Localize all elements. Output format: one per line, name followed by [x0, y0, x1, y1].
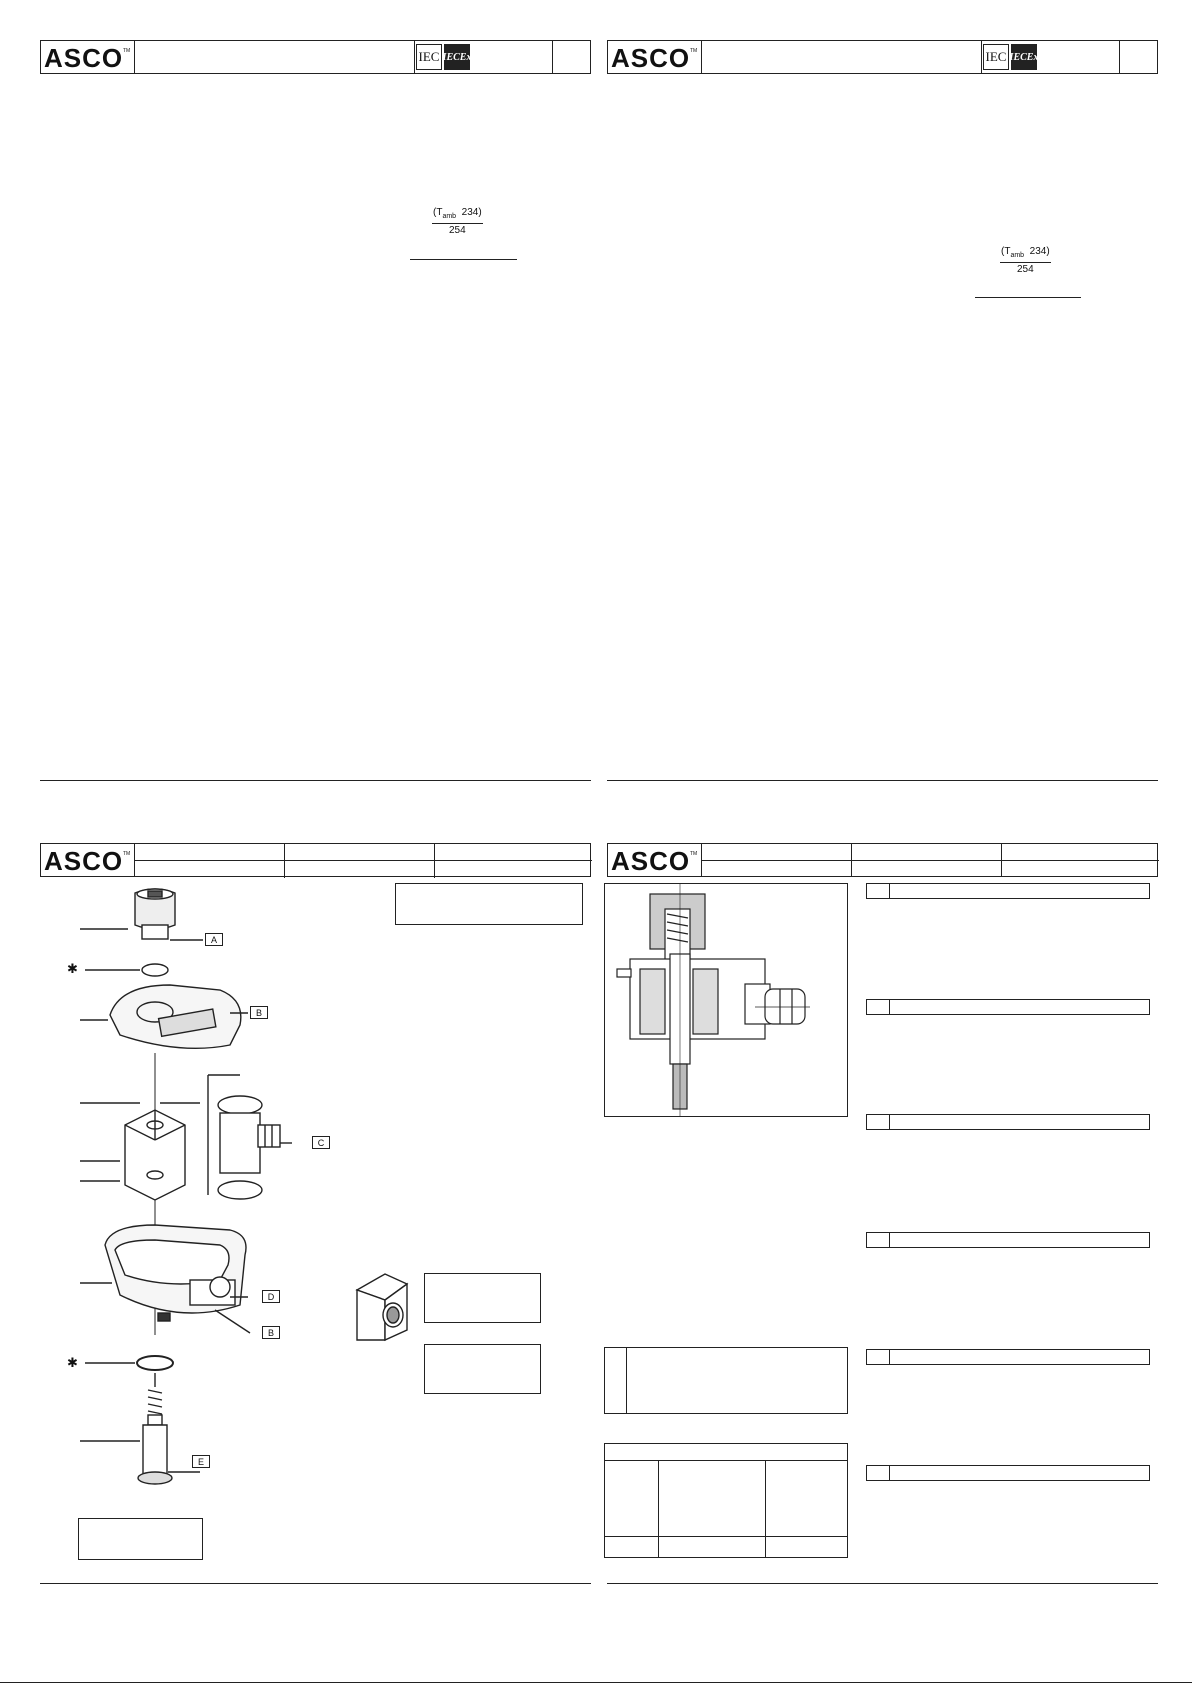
note-box [395, 883, 583, 925]
certification-marks [983, 44, 1037, 70]
svg-text:ASCO: ASCO [611, 44, 691, 71]
callout-b-2: B [262, 1326, 280, 1339]
signature-line [410, 259, 517, 260]
svg-text:ASCO: ASCO [44, 44, 124, 71]
svg-text:TM: TM [690, 851, 698, 857]
iec-mark: IEC [416, 44, 442, 70]
asco-logo [610, 44, 698, 71]
asterisk-marker: ✱ [67, 961, 78, 976]
caution-box [604, 1347, 848, 1414]
callout-c: C [312, 1136, 330, 1149]
certification-marks [416, 44, 470, 70]
asterisk-marker: ✱ [67, 1355, 78, 1370]
asco-logo [43, 44, 131, 71]
page1-footer-rule [40, 780, 591, 781]
note-box [424, 1344, 541, 1394]
temperature-formula: ($T_{amb}$ 234) 254 [433, 207, 482, 236]
step-header [866, 1465, 1150, 1481]
page3-footer-rule [40, 1583, 591, 1584]
iecex-mark: IECEx [1011, 44, 1037, 70]
svg-text:ASCO: ASCO [611, 847, 691, 874]
cross-section-illustration [605, 884, 847, 1116]
temperature-formula: ($T_{amb}$ 234) 254 [1001, 246, 1050, 275]
step-header [866, 883, 1150, 899]
note-box [78, 1518, 203, 1560]
svg-text:TM: TM [690, 48, 698, 54]
callout-b: B [250, 1006, 268, 1019]
signature-line [975, 297, 1081, 298]
step-header [866, 999, 1150, 1015]
exploded-view-illustration [60, 885, 360, 1495]
step-header [866, 1349, 1150, 1365]
note-box [424, 1273, 541, 1323]
sheet-bottom-rule [0, 1682, 1192, 1683]
callout-d: D [262, 1290, 280, 1303]
page4-footer-rule [607, 1583, 1158, 1584]
svg-text:TM: TM [123, 851, 131, 857]
page2-footer-rule [607, 780, 1158, 781]
svg-text:ASCO: ASCO [44, 847, 124, 874]
callout-e: E [192, 1455, 210, 1468]
svg-text:TM: TM [123, 48, 131, 54]
iec-mark: IEC [983, 44, 1009, 70]
torque-table [604, 1443, 848, 1558]
step-header [866, 1114, 1150, 1130]
conduit-detail-illustration [355, 1270, 415, 1345]
callout-a: A [205, 933, 223, 946]
iecex-mark: IECEx [444, 44, 470, 70]
asco-logo [610, 847, 698, 874]
step-header [866, 1232, 1150, 1248]
asco-logo [43, 847, 131, 874]
